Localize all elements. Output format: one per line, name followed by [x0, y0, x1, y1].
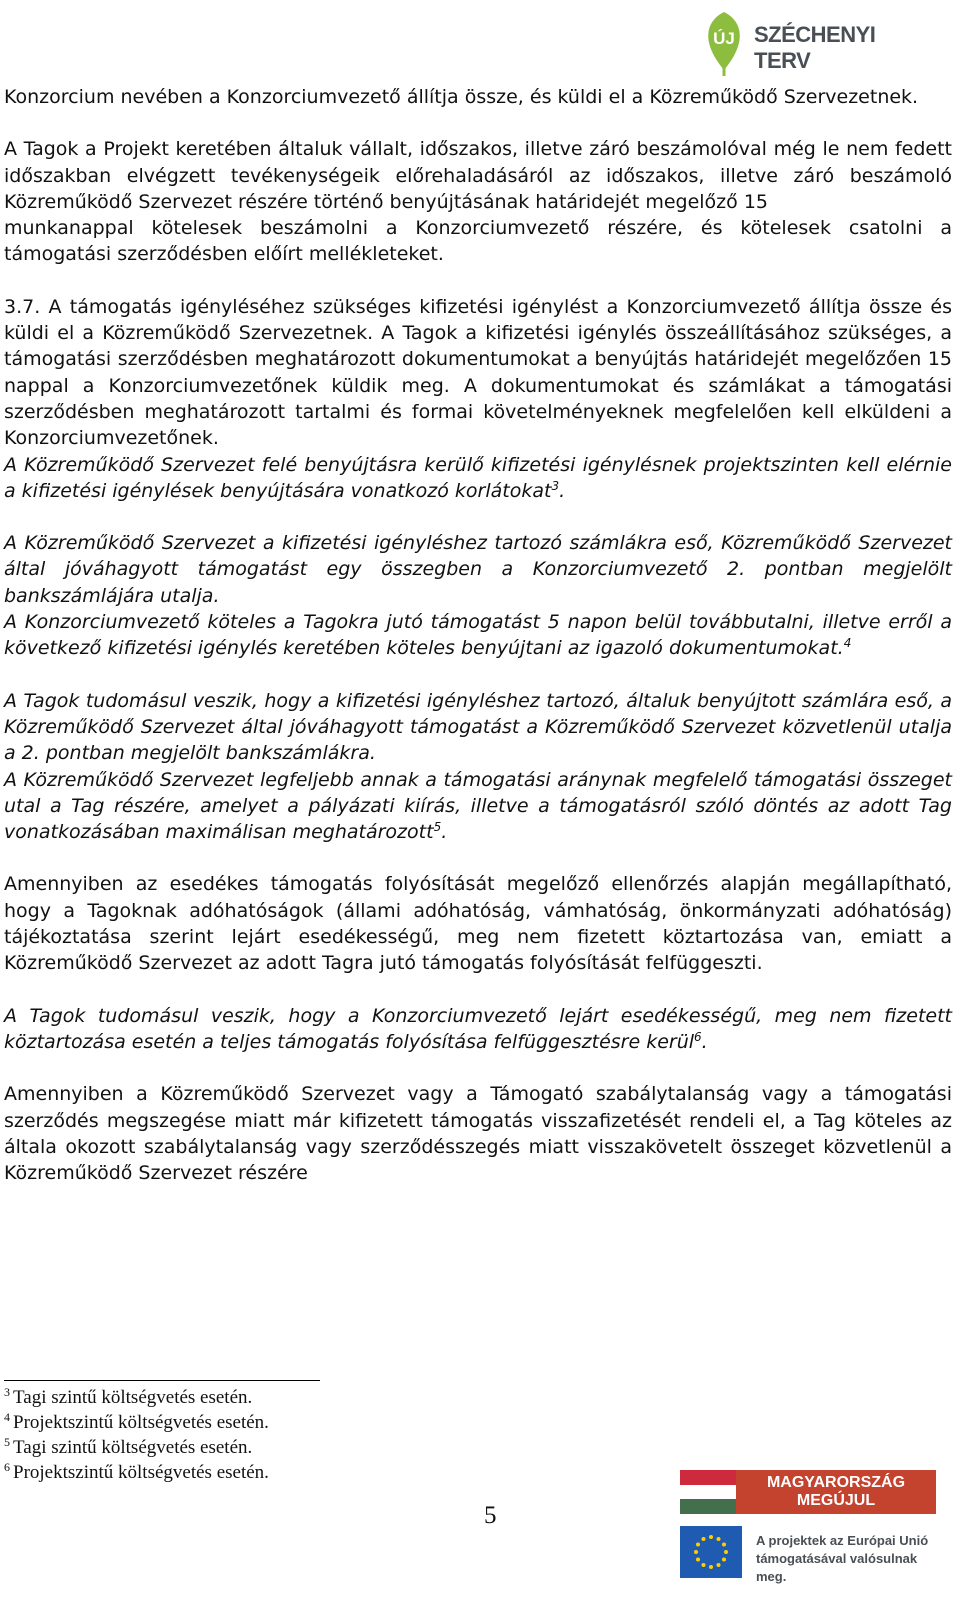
eu-support-text	[756, 1532, 936, 1586]
paragraph: A Tagok tudomásul veszik, hogy a kifizetési igényléshez tartozó, általuk benyújtott számlára eső, a Közreműködő Szervezet által jóváhagyott támogatást a Közreműködő Szervezet közvetlenül utalja a 2. pontban megjelölt bankszámlákra.	[4, 689, 952, 765]
paragraph: A Konzorciumvezető köteles a Tagokra jutó támogatást 5 napon belül továbbutalni, illetve erről a következő kifizetési igénylés keretében köteles benyújtani az igazoló dokumentumokat.$^4$	[4, 611, 952, 660]
paragraph: A Tagok a Projekt keretében általuk vállalt, időszakos, illetve záró beszámolóval még le nem fedett időszakban elvégzett tevékenységeik előrehaladásáról az időszakos, illetve záró beszámoló Közreműködő Szervezet részére történő benyújtásának határidejét megelőző 15	[4, 138, 952, 213]
eu-support-logo	[680, 1524, 936, 1584]
brand-name: SZÉCHENYI TERV	[754, 22, 876, 73]
footnote-ref: 6	[694, 1029, 702, 1044]
paragraph: A Közreműködő Szervezet a kifizetési igényléshez tartozó számlákra eső, Közreműködő Szervezet által jóváhagyott támogatást egy összegben a Konzorciumvezető 2. pontban megjelölt bankszámlájára utalja.	[4, 532, 952, 607]
footnote: $^3$ Tagi szintű költségvetés esetén.	[4, 1385, 253, 1408]
footnote: $^4$ Projektszintű költségvetés esetén.	[4, 1410, 269, 1433]
paragraph: A Tagok tudomásul veszik, hogy a Konzorciumvezető lejárt esedékességű, meg nem fizetett köztartozása esetén a teljes támogatás folyósítása felfüggesztésre kerül$^6$.	[4, 1004, 952, 1053]
footnote-ref: 5	[433, 820, 442, 835]
szechenyi-terv-logo	[700, 4, 936, 80]
paragraph: Amennyiben a Közreműködő Szervezet vagy a Támogató szabálytalanság vagy a támogatási szerződés megszegése miatt már kifizetett támogatás visszafizetését rendeli el, a Tag köteles az általa okozott szabálytalanság vagy szerződésszegés miatt visszakövetelt összeget közvetlenül a Közreműködő Szervezet részére	[4, 1083, 952, 1185]
leaf-logo-icon	[700, 10, 748, 76]
footnote-ref: 4	[843, 636, 852, 651]
hungarian-flag-icon	[680, 1470, 736, 1514]
footnote: $^6$ Projektszintű költségvetés esetén.	[4, 1460, 269, 1483]
paragraph: munkanappal kötelesek beszámolni a Konzorciumvezető részére, és kötelesek csatolni a támogatási szerződésben előírt mellékleteket.	[4, 217, 952, 266]
paragraph: A Közreműködő Szervezet felé benyújtásra kerülő kifizetési igénylésnek projektszinten kell elérnie a kifizetési igénylések benyújtására vonatkozó korlátokat$^3$.	[4, 453, 952, 502]
paragraph-section-3-7: 3.7. A támogatás igényléséhez szükséges kifizetési igénylést a Konzorciumvezető állítja össze és küldi el a Közreműködő Szervezetnek. A Tagok a kifizetési igénylés összeállításához szükséges, a támogatási szerződésben meghatározott dokumentumokat a benyújtás határidejét megelőzően 15 nappal a Konzorciumvezetőnek küldik meg. A dokumentumokat és számlákat a támogatási szerződésben meghatározott tartalmi és formai követelményeknek megfelelően kell elküldeni a Konzorciumvezetőnek.	[4, 295, 952, 450]
footnote-ref: 3	[551, 478, 560, 493]
eu-text-line: A projektek az Európai Unió	[756, 1533, 929, 1548]
page-number: 5	[484, 1502, 497, 1529]
magyarorszag-megujul-banner	[680, 1470, 936, 1514]
paragraph: A Közreműködő Szervezet legfeljebb annak a támogatási aránynak megfelelő támogatási összeget utal a Tag részére, amelyet a pályázati kiírás, illetve a támogatásról szóló döntés az adott Tag vonatkozásában maximálisan meghatározott$^5$.	[4, 768, 952, 844]
paragraph: Konzorcium nevében a Konzorciumvezető állítja össze, és küldi el a Közreműködő Szervezetnek.	[4, 86, 919, 108]
paragraph: Amennyiben az esedékes támogatás folyósítását megelőző ellenőrzés alapján megállapítható, hogy a Tagoknak adóhatóságok (állami adóhatóság, vámhatóság, önkormányzati adóhatóság) tájékoztatása szerint lejárt esedékességű, meg nem fizetett köztartozása van, emiatt a Közreműködő Szervezet az adott Tagra jutó támogatás folyósítását felfüggeszti.	[4, 873, 952, 975]
banner-text: MAGYARORSZÁG MEGÚJUL	[766, 1474, 906, 1509]
footnote-separator	[4, 1380, 320, 1381]
footnote: $^5$ Tagi szintű költségvetés esetén.	[4, 1435, 253, 1458]
document-body	[4, 84, 952, 1186]
leaf-logo-text: ÚJ	[713, 29, 735, 48]
eu-text-line: támogatásával valósulnak meg.	[756, 1551, 918, 1584]
footnotes	[4, 1385, 604, 1485]
eu-flag-icon	[680, 1526, 742, 1578]
